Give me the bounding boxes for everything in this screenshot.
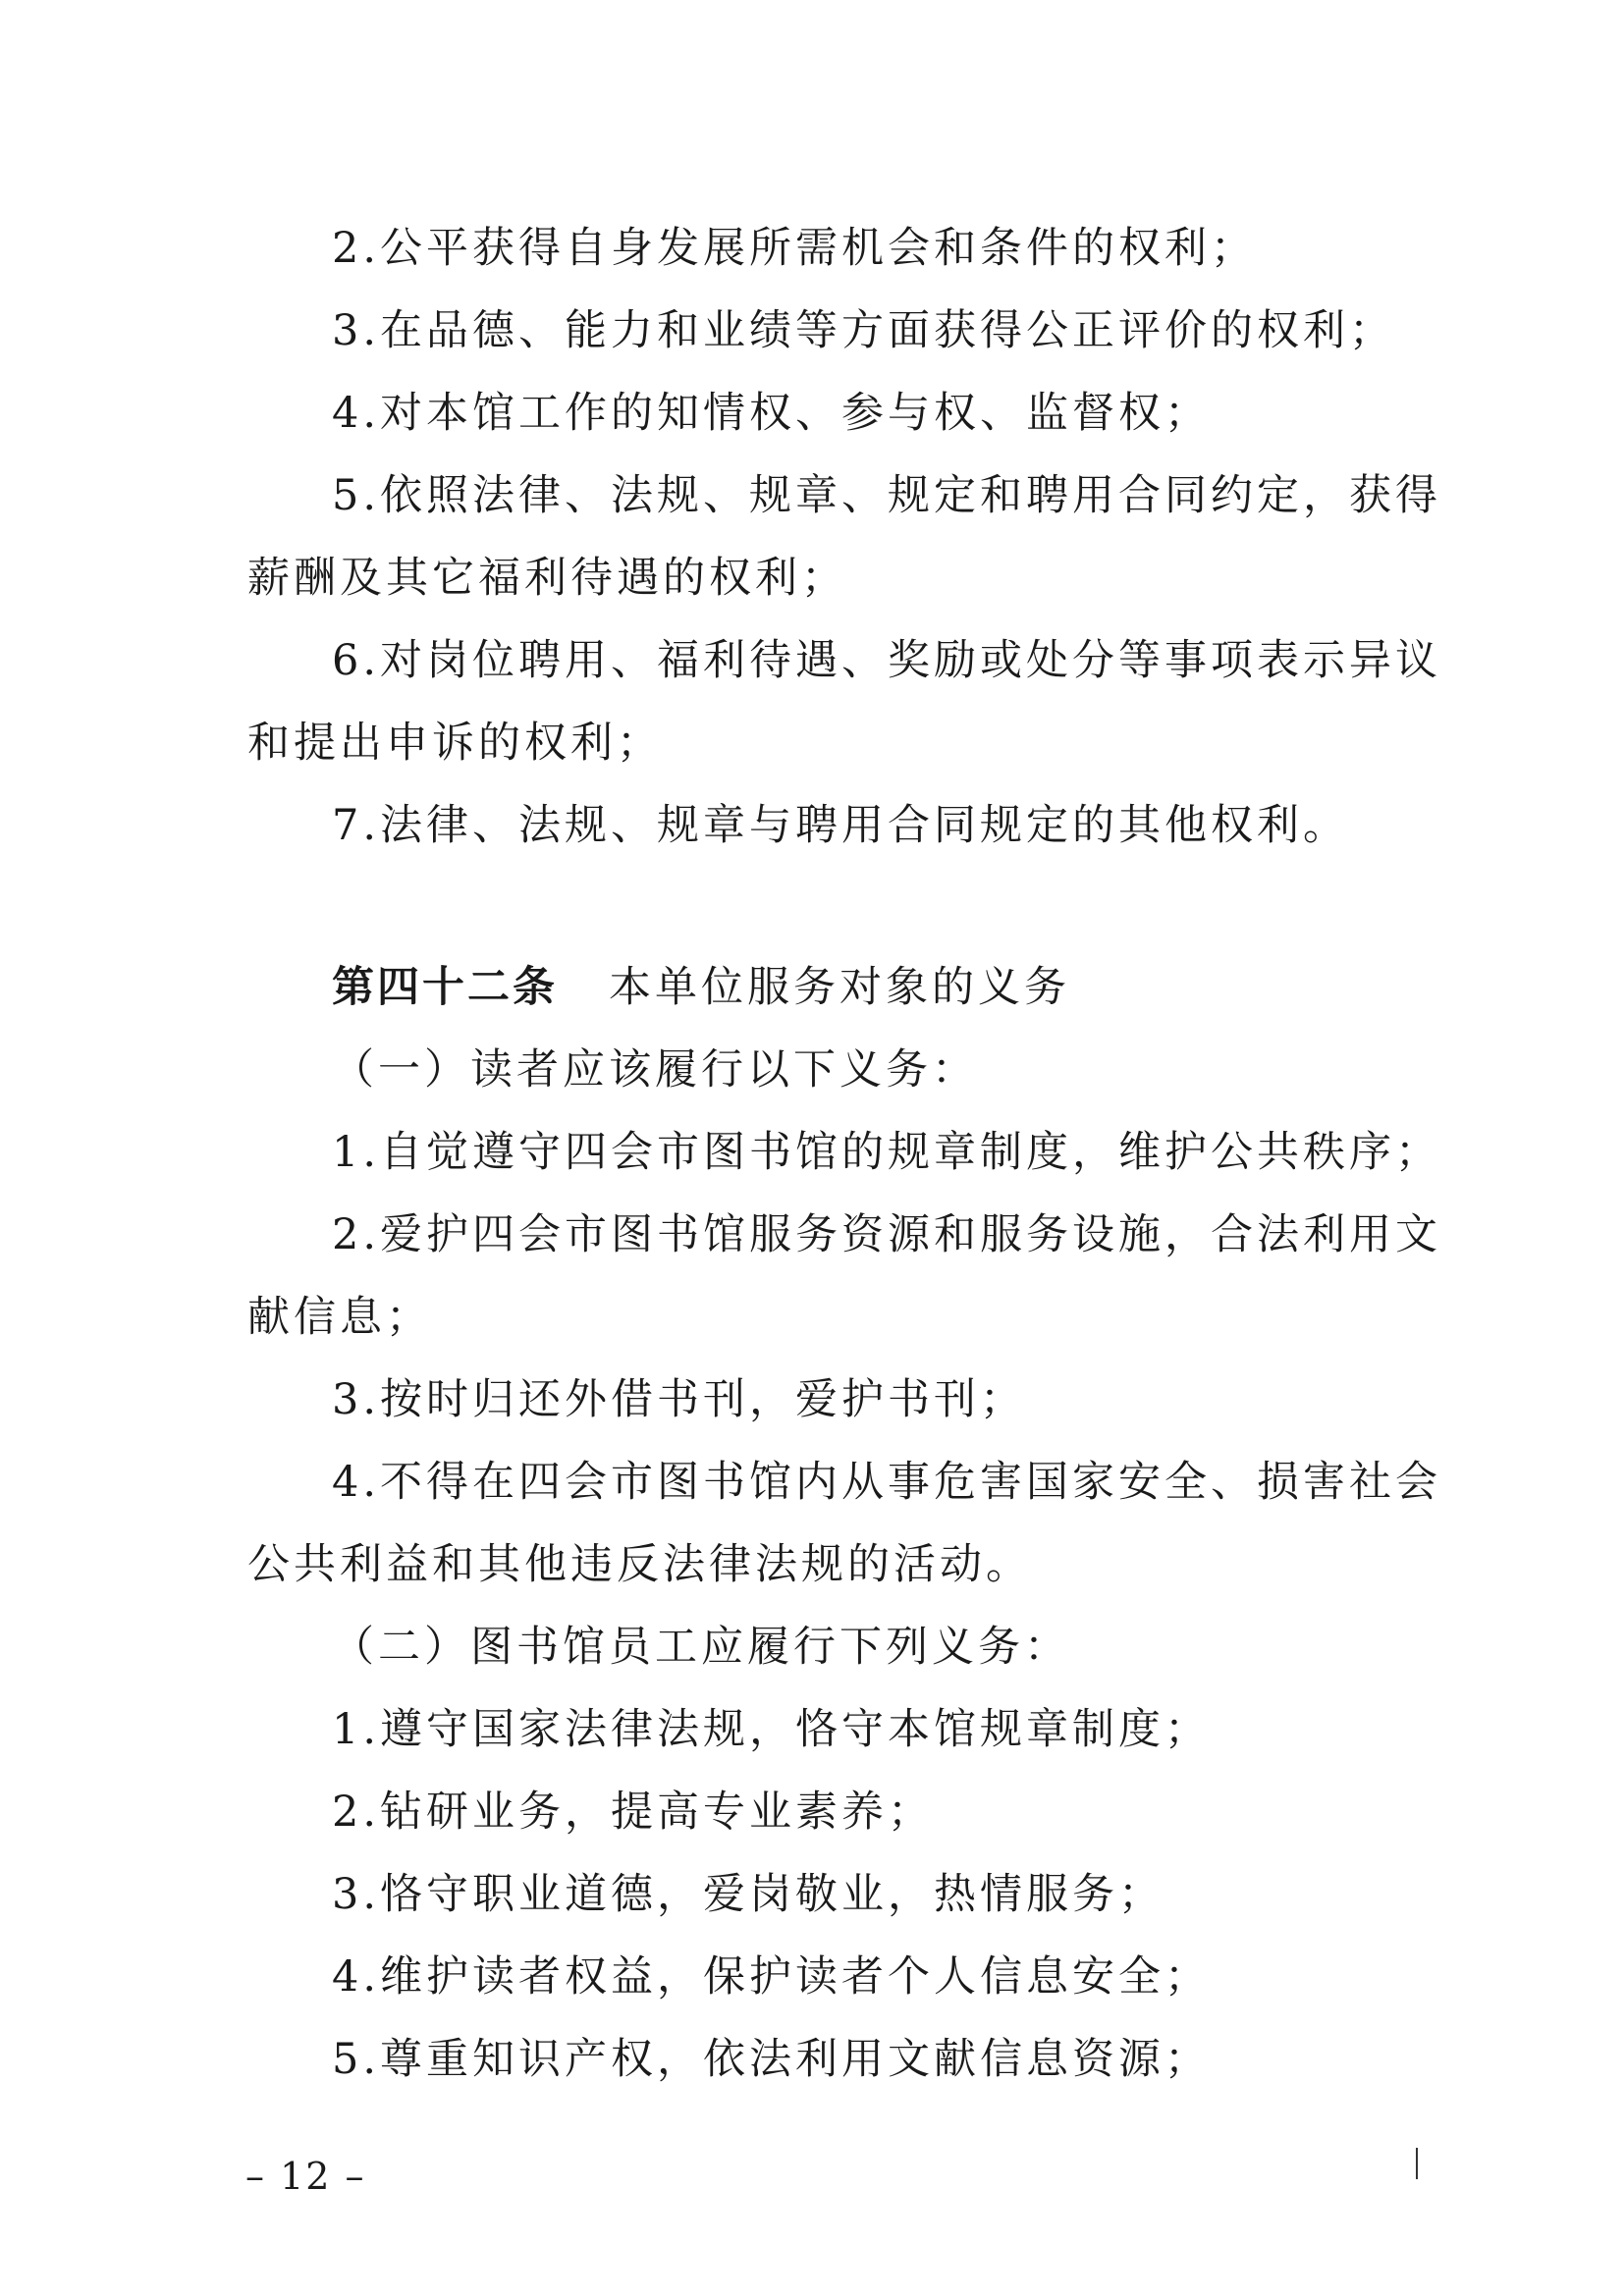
rights-item-6-cont: 和提出申诉的权利； [247, 719, 663, 768]
reader-duty-4: 4.不得在四会市图书馆内从事危害国家安全、损害社会 [332, 1458, 1442, 1507]
reader-duty-2-cont: 献信息； [247, 1293, 432, 1342]
rights-item-5: 5.依照法律、法规、规章、规定和聘用合同约定，获得 [332, 471, 1442, 520]
page-number: – 12 – [245, 2155, 366, 2198]
rights-item-6: 6.对岗位聘用、福利待遇、奖励或处分等事项表示异议 [332, 636, 1442, 685]
article-title: 本单位服务对象的义务 [609, 963, 1070, 1012]
staff-duties-heading: （二）图书馆员工应履行下列义务： [332, 1623, 1070, 1672]
rights-item-5-cont: 薪酬及其它福利待遇的权利； [247, 554, 847, 603]
staff-duty-4: 4.维护读者权益，保护读者个人信息安全； [332, 1952, 1212, 2002]
article-number: 第四十二条 [332, 963, 558, 1012]
staff-duty-1: 1.遵守国家法律法规，恪守本馆规章制度； [332, 1705, 1212, 1754]
rights-item-4: 4.对本馆工作的知情权、参与权、监督权； [332, 389, 1212, 438]
rights-item-2: 2.公平获得自身发展所需机会和条件的权利； [332, 224, 1258, 273]
staff-duty-2: 2.钻研业务，提高专业素养； [332, 1788, 935, 1837]
rights-item-3: 3.在品德、能力和业绩等方面获得公正评价的权利； [332, 306, 1396, 355]
rights-item-7: 7.法律、法规、规章与聘用合同规定的其他权利。 [332, 801, 1350, 850]
reader-duties-heading: （一）读者应该履行以下义务： [332, 1045, 978, 1095]
reader-duty-1: 1.自觉遵守四会市图书馆的规章制度，维护公共秩序； [332, 1128, 1442, 1177]
staff-duty-3: 3.恪守职业道德，爱岗敬业，热情服务； [332, 1870, 1165, 1919]
staff-duty-5: 5.尊重知识产权，依法利用文献信息资源； [332, 2035, 1212, 2084]
reader-duty-3: 3.按时归还外借书刊，爱护书刊； [332, 1375, 1027, 1424]
reader-duty-4-cont: 公共利益和其他违反法律法规的活动。 [247, 1540, 1032, 1589]
article-heading [332, 963, 1070, 1012]
reader-duty-2: 2.爱护四会市图书馆服务资源和服务设施，合法利用文 [332, 1210, 1442, 1259]
margin-mark [1416, 2148, 1418, 2179]
